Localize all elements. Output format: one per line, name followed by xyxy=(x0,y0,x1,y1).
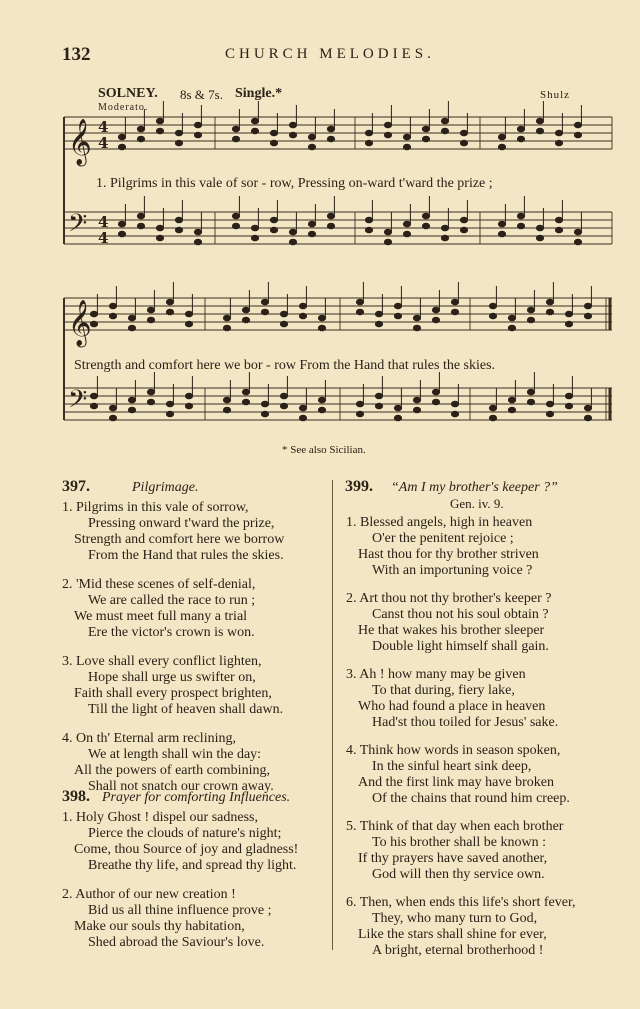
note-head xyxy=(451,401,458,407)
note-head xyxy=(175,130,182,136)
note-head xyxy=(517,126,524,132)
note-head xyxy=(536,128,543,134)
note-head xyxy=(384,239,391,245)
note-head xyxy=(394,313,401,319)
note-head xyxy=(565,393,572,399)
note-head xyxy=(90,393,97,399)
column-divider xyxy=(332,480,333,950)
note-head xyxy=(460,217,467,223)
verse-line: Hast thou for thy brother striven xyxy=(358,547,539,562)
hymn-title: Prayer for comforting Influences. xyxy=(102,790,291,805)
lyric-line-1: 1. Pilgrims in this vale of sor - row, Pressing on-ward t'ward the prize ; xyxy=(96,176,493,191)
verse-line: We at length shall win the day: xyxy=(88,747,262,762)
note-head xyxy=(517,136,524,142)
note-head xyxy=(137,136,144,142)
note-head xyxy=(422,136,429,142)
note-head xyxy=(194,122,201,128)
verse-line: Strength and comfort here we borrow xyxy=(74,532,285,547)
note-head xyxy=(432,389,439,395)
note-head xyxy=(175,227,182,233)
note-head xyxy=(147,317,154,323)
tune-name: SOLNEY. xyxy=(98,86,158,101)
verse-line: Pierce the clouds of nature's night; xyxy=(88,826,282,841)
note-head xyxy=(574,229,581,235)
note-head xyxy=(308,144,315,150)
note-head xyxy=(232,213,239,219)
time-signature: 4 xyxy=(98,118,109,136)
verse-line: 5. Think of that day when each brother xyxy=(346,819,564,834)
verse-line: Like the stars shall shine for ever, xyxy=(358,927,547,942)
verse-line: 1. Pilgrims in this vale of sorrow, xyxy=(62,500,249,515)
note-head xyxy=(375,311,382,317)
note-head xyxy=(156,225,163,231)
running-title: CHURCH MELODIES. xyxy=(225,46,435,62)
note-head xyxy=(432,307,439,313)
note-head xyxy=(375,393,382,399)
verse-line: Had'st thou toiled for Jesus' sake. xyxy=(372,715,559,730)
note-head xyxy=(109,415,116,421)
note-head xyxy=(413,407,420,413)
verse-line: 2. Art thou not thy brother's keeper ? xyxy=(346,591,552,606)
note-head xyxy=(194,229,201,235)
verse-line: Come, thou Source of joy and gladness! xyxy=(74,842,299,857)
note-head xyxy=(384,132,391,138)
time-signature: 4 xyxy=(98,134,109,152)
note-head xyxy=(441,128,448,134)
verse-line: 6. Then, when ends this life's short fever, xyxy=(346,895,576,910)
verse-line: Make our souls thy habitation, xyxy=(74,919,245,934)
note-head xyxy=(232,223,239,229)
note-head xyxy=(289,239,296,245)
verse-line: To that during, fiery lake, xyxy=(372,683,515,698)
note-head xyxy=(508,315,515,321)
note-head xyxy=(365,227,372,233)
note-head xyxy=(546,401,553,407)
note-head xyxy=(147,307,154,313)
note-head xyxy=(175,217,182,223)
note-head xyxy=(308,231,315,237)
note-head xyxy=(508,407,515,413)
note-head xyxy=(166,299,173,305)
note-head xyxy=(555,130,562,136)
note-head xyxy=(327,136,334,142)
note-head xyxy=(375,321,382,327)
note-head xyxy=(394,405,401,411)
note-head xyxy=(280,403,287,409)
hymn-number: 397. xyxy=(62,478,90,495)
note-head xyxy=(327,126,334,132)
note-head xyxy=(289,229,296,235)
note-head xyxy=(403,231,410,237)
note-head xyxy=(546,411,553,417)
note-head xyxy=(261,299,268,305)
note-head xyxy=(118,134,125,140)
note-head xyxy=(555,140,562,146)
note-head xyxy=(527,399,534,405)
note-head xyxy=(280,393,287,399)
note-head xyxy=(299,303,306,309)
verse-line: 2. Author of our new creation ! xyxy=(62,887,236,902)
note-head xyxy=(232,136,239,142)
music-score xyxy=(0,0,640,460)
note-head xyxy=(394,303,401,309)
note-head xyxy=(432,399,439,405)
note-head xyxy=(185,321,192,327)
tune-meter: 8s & 7s. xyxy=(180,87,223,102)
verse-line: In the sinful heart sink deep, xyxy=(372,759,532,774)
note-head xyxy=(318,397,325,403)
note-head xyxy=(137,213,144,219)
note-head xyxy=(527,307,534,313)
note-head xyxy=(251,225,258,231)
note-head xyxy=(118,231,125,237)
verse-line: We must meet full many a trial xyxy=(74,609,248,624)
note-head xyxy=(394,415,401,421)
verse-line: A bright, eternal brotherhood ! xyxy=(372,943,544,958)
note-head xyxy=(223,397,230,403)
note-head xyxy=(489,415,496,421)
verse-line: God will then thy service own. xyxy=(372,867,545,882)
note-head xyxy=(422,223,429,229)
verse-line: Bid us all thine influence prove ; xyxy=(88,903,272,918)
scripture-reference: Gen. iv. 9. xyxy=(450,496,504,511)
note-head xyxy=(356,299,363,305)
note-head xyxy=(270,130,277,136)
note-head xyxy=(280,321,287,327)
verse-line: 4. On th' Eternal arm reclining, xyxy=(62,731,236,746)
note-head xyxy=(128,407,135,413)
note-head xyxy=(508,397,515,403)
note-head xyxy=(422,126,429,132)
note-head xyxy=(109,303,116,309)
note-head xyxy=(498,134,505,140)
note-head xyxy=(527,389,534,395)
note-head xyxy=(375,403,382,409)
verse-line: Till the light of heaven shall dawn. xyxy=(88,702,284,717)
note-head xyxy=(555,217,562,223)
note-head xyxy=(403,221,410,227)
note-head xyxy=(451,299,458,305)
note-head xyxy=(308,134,315,140)
note-head xyxy=(517,223,524,229)
note-head xyxy=(251,128,258,134)
time-signature: 4 xyxy=(98,213,109,231)
note-head xyxy=(185,403,192,409)
verse-line: From the Hand that rules the skies. xyxy=(88,548,284,563)
hymn-399-heading xyxy=(345,478,558,496)
page-number: 132 xyxy=(62,44,91,65)
note-head xyxy=(137,126,144,132)
note-head xyxy=(270,227,277,233)
note-head xyxy=(489,303,496,309)
verse-line: Faith shall every prospect brighten, xyxy=(74,686,272,701)
note-head xyxy=(565,403,572,409)
verse-line: And the first link may have broken xyxy=(358,775,554,790)
note-head xyxy=(460,140,467,146)
bass-clef: 𝄢 xyxy=(68,209,88,244)
verse-line: Ere the victor's crown is won. xyxy=(88,625,255,640)
note-head xyxy=(356,401,363,407)
note-head xyxy=(223,325,230,331)
note-head xyxy=(147,399,154,405)
note-head xyxy=(536,235,543,241)
composer: Shulz xyxy=(540,89,571,101)
verse-line: To his brother shall be known : xyxy=(372,835,546,850)
note-head xyxy=(242,389,249,395)
verse-line: Shall not snatch our crown away. xyxy=(88,779,274,794)
note-head xyxy=(584,405,591,411)
note-head xyxy=(422,213,429,219)
hymn-number: 398. xyxy=(62,788,90,805)
note-head xyxy=(555,227,562,233)
hymn-title: Pilgrimage. xyxy=(132,480,199,495)
note-head xyxy=(289,122,296,128)
verse-line: 3. Ah ! how many may be given xyxy=(346,667,526,682)
verse-line: Canst thou not his soul obtain ? xyxy=(372,607,549,622)
hymn-number: 399. xyxy=(345,478,373,495)
note-head xyxy=(413,397,420,403)
note-head xyxy=(384,229,391,235)
note-head xyxy=(270,217,277,223)
note-head xyxy=(403,144,410,150)
verse-line: 4. Think how words in season spoken, xyxy=(346,743,561,758)
treble-clef: 𝄞 xyxy=(68,300,92,346)
note-head xyxy=(156,235,163,241)
note-head xyxy=(251,235,258,241)
verse-line: 2. 'Mid these scenes of self-denial, xyxy=(62,577,256,592)
note-head xyxy=(413,325,420,331)
note-head xyxy=(118,144,125,150)
note-head xyxy=(536,118,543,124)
verse-line: 3. Love shall every conflict lighten, xyxy=(62,654,262,669)
note-head xyxy=(356,309,363,315)
note-head xyxy=(318,325,325,331)
note-head xyxy=(270,140,277,146)
note-head xyxy=(327,213,334,219)
hymn-398-heading xyxy=(62,788,290,806)
note-head xyxy=(137,223,144,229)
verse-line: All the powers of earth combining, xyxy=(74,763,270,778)
note-head xyxy=(128,325,135,331)
note-head xyxy=(242,317,249,323)
note-head xyxy=(413,315,420,321)
note-head xyxy=(90,403,97,409)
hymn-397-heading xyxy=(62,478,199,496)
note-head xyxy=(489,405,496,411)
lyric-line-2: Strength and comfort here we bor - row From the Hand that rules the skies. xyxy=(74,358,496,373)
note-head xyxy=(365,130,372,136)
note-head xyxy=(156,118,163,124)
verse-line: 1. Holy Ghost ! dispel our sadness, xyxy=(62,810,258,825)
note-head xyxy=(318,407,325,413)
note-head xyxy=(546,299,553,305)
note-head xyxy=(441,235,448,241)
note-head xyxy=(574,122,581,128)
note-head xyxy=(517,213,524,219)
note-head xyxy=(498,231,505,237)
note-head xyxy=(109,313,116,319)
note-head xyxy=(527,317,534,323)
verse-line: Of the chains that round him creep. xyxy=(372,791,570,806)
note-head xyxy=(299,405,306,411)
note-head xyxy=(118,221,125,227)
note-head xyxy=(441,118,448,124)
note-head xyxy=(441,225,448,231)
hymn-title: “Am I my brother's keeper ?” xyxy=(391,480,558,495)
note-head xyxy=(451,309,458,315)
note-head xyxy=(299,313,306,319)
note-head xyxy=(242,307,249,313)
note-head xyxy=(261,309,268,315)
note-head xyxy=(251,118,258,124)
note-head xyxy=(384,122,391,128)
note-head xyxy=(546,309,553,315)
verse-line: He that wakes his brother sleeper xyxy=(358,623,545,638)
note-head xyxy=(451,411,458,417)
note-head xyxy=(508,325,515,331)
note-head xyxy=(308,221,315,227)
verse-line: O'er the penitent rejoice ; xyxy=(372,531,514,546)
treble-clef: 𝄞 xyxy=(68,119,92,165)
note-head xyxy=(498,144,505,150)
note-head xyxy=(584,415,591,421)
note-head xyxy=(128,315,135,321)
tune-type: Single.* xyxy=(235,86,283,101)
note-head xyxy=(498,221,505,227)
note-head xyxy=(356,411,363,417)
verse-line: Double light himself shall gain. xyxy=(372,639,549,654)
note-head xyxy=(147,389,154,395)
note-head xyxy=(156,128,163,134)
verse-line: With an importuning voice ? xyxy=(372,563,533,578)
note-head xyxy=(166,309,173,315)
verse-line: 1. Blessed angels, high in heaven xyxy=(346,515,533,530)
note-head xyxy=(565,311,572,317)
note-head xyxy=(365,140,372,146)
note-head xyxy=(223,315,230,321)
note-head xyxy=(460,227,467,233)
time-signature: 4 xyxy=(98,229,109,247)
note-head xyxy=(261,401,268,407)
note-head xyxy=(536,225,543,231)
footnote: * See also Sicilian. xyxy=(282,444,366,456)
note-head xyxy=(194,132,201,138)
verse-line: Who had found a place in heaven xyxy=(358,699,546,714)
note-head xyxy=(460,130,467,136)
note-head xyxy=(166,401,173,407)
note-head xyxy=(185,311,192,317)
note-head xyxy=(584,313,591,319)
verse-line: They, who many turn to God, xyxy=(372,911,538,926)
note-head xyxy=(166,411,173,417)
note-head xyxy=(489,313,496,319)
verse-line: Shed abroad the Saviour's love. xyxy=(88,935,265,950)
note-head xyxy=(327,223,334,229)
verse-line: Breathe thy life, and spread thy light. xyxy=(88,858,297,873)
verse-line: Hope shall urge us swifter on, xyxy=(88,670,256,685)
note-head xyxy=(584,303,591,309)
note-head xyxy=(232,126,239,132)
verse-line: We are called the race to run ; xyxy=(88,593,256,608)
note-head xyxy=(403,134,410,140)
note-head xyxy=(280,311,287,317)
note-head xyxy=(299,415,306,421)
verse-line: Pressing onward t'ward the prize, xyxy=(88,516,275,531)
note-head xyxy=(175,140,182,146)
note-head xyxy=(242,399,249,405)
bass-clef: 𝄢 xyxy=(68,385,88,420)
note-head xyxy=(574,239,581,245)
note-head xyxy=(109,405,116,411)
note-head xyxy=(194,239,201,245)
note-head xyxy=(432,317,439,323)
note-head xyxy=(318,315,325,321)
note-head xyxy=(574,132,581,138)
note-head xyxy=(365,217,372,223)
note-head xyxy=(289,132,296,138)
tempo-marking: Moderato. xyxy=(98,102,149,113)
note-head xyxy=(565,321,572,327)
note-head xyxy=(261,411,268,417)
note-head xyxy=(185,393,192,399)
note-head xyxy=(223,407,230,413)
verse-line: If thy prayers have saved another, xyxy=(358,851,548,866)
note-head xyxy=(128,397,135,403)
